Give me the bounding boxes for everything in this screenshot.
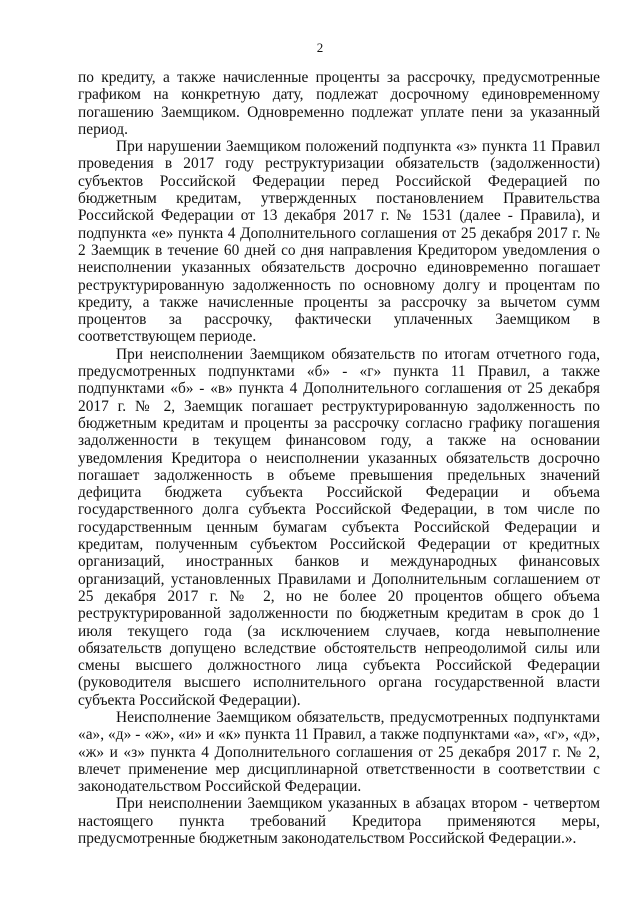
paragraph-budget-measures: При неисполнении Заемщиком указанных в абзацах втором - четвертом настоящего пункта требований Кредитора применяются меры, предусмотренные бюджетным законодательством Российской Федерации.». <box>78 795 600 848</box>
paragraph-annual-obligations: При неисполнении Заемщиком обязательств по итогам отчетного года, предусмотренных подпунктами «б» - «г» пункта 11 Правил, а также подпунктами «б» - «в» пункта 4 Дополнительного соглашения от 25 декабря 2017 г. № 2, Заемщик погашает реструктурированную задолженность по бюджетным кредитам и проценты за рассрочку согласно графику погашения задолженности в текущем финансовом году, а также на основании уведомления Кредитора о неисполнении указанных обязательств досрочно погашает задолженность в объеме превышения предельных значений дефицита бюджета субъекта Российской Федерации и объема государственного долга субъекта Российской Федерации, в том числе по государственным ценным бумагам субъекта Российской Федерации и кредитам, полученным субъектом Российской Федерации от кредитных организаций, иностранных банков и международных финансовых организаций, установленных Правилами и Дополнительным соглашением от 25 декабря 2017 г. № 2, но не более 20 процентов общего объема реструктурированной задолженности по бюджетным кредитам в срок до 1 июля текущего года (за исключением случаев, когда невыполнение обязательств допущено вследствие обстоятельств непреодолимой силы или смены высшего должностного лица субъекта Российской Федерации (руководителя высшего исполнительного органа государственной власти субъекта Российской Федерации). <box>78 345 600 709</box>
page-number: 2 <box>316 40 324 55</box>
paragraph-violation-clause: При нарушении Заемщиком положений подпункта «з» пункта 11 Правил проведения в 2017 году реструктуризации обязательств (задолженности) субъектов Российской Федерации перед Российской Федерацией по бюджетным кредитам, утвержденных постановлением Правительства Российской Федерации от 13 декабря 2017 г. № 1531 (далее - Правила), и подпункта «е» пункта 4 Дополнительного соглашения от 25 декабря 2017 г. № 2 Заемщик в течение 60 дней со дня направления Кредитором уведомления о неисполнении указанных обязательств досрочно единовременно погашает реструктурированную задолженность по основному долгу и процентам по кредиту, а также начисленные проценты за рассрочку за вычетом сумм процентов за рассрочку, фактически уплаченных Заемщиком в соответствующем периоде. <box>78 138 600 346</box>
paragraph-disciplinary-measures: Неисполнение Заемщиком обязательств, предусмотренных подпунктами «а», «д» - «ж», «и» и «к» пункта 11 Правил, а также подпунктами «а», «г», «д», «ж» и «з» пункта 4 Дополнительного соглашения от 25 декабря 2017 г. № 2, влечет применение мер дисциплинарной ответственности в соответствии с законодательством Российской Федерации. <box>78 708 600 796</box>
paragraph-continuation: по кредиту, а также начисленные проценты за рассрочку, предусмотренные графиком на конкретную дату, подлежат досрочному единовременному погашению Заемщиком. Одновременно подлежат уплате пени за указанный период. <box>78 69 600 138</box>
document-body <box>78 69 600 847</box>
